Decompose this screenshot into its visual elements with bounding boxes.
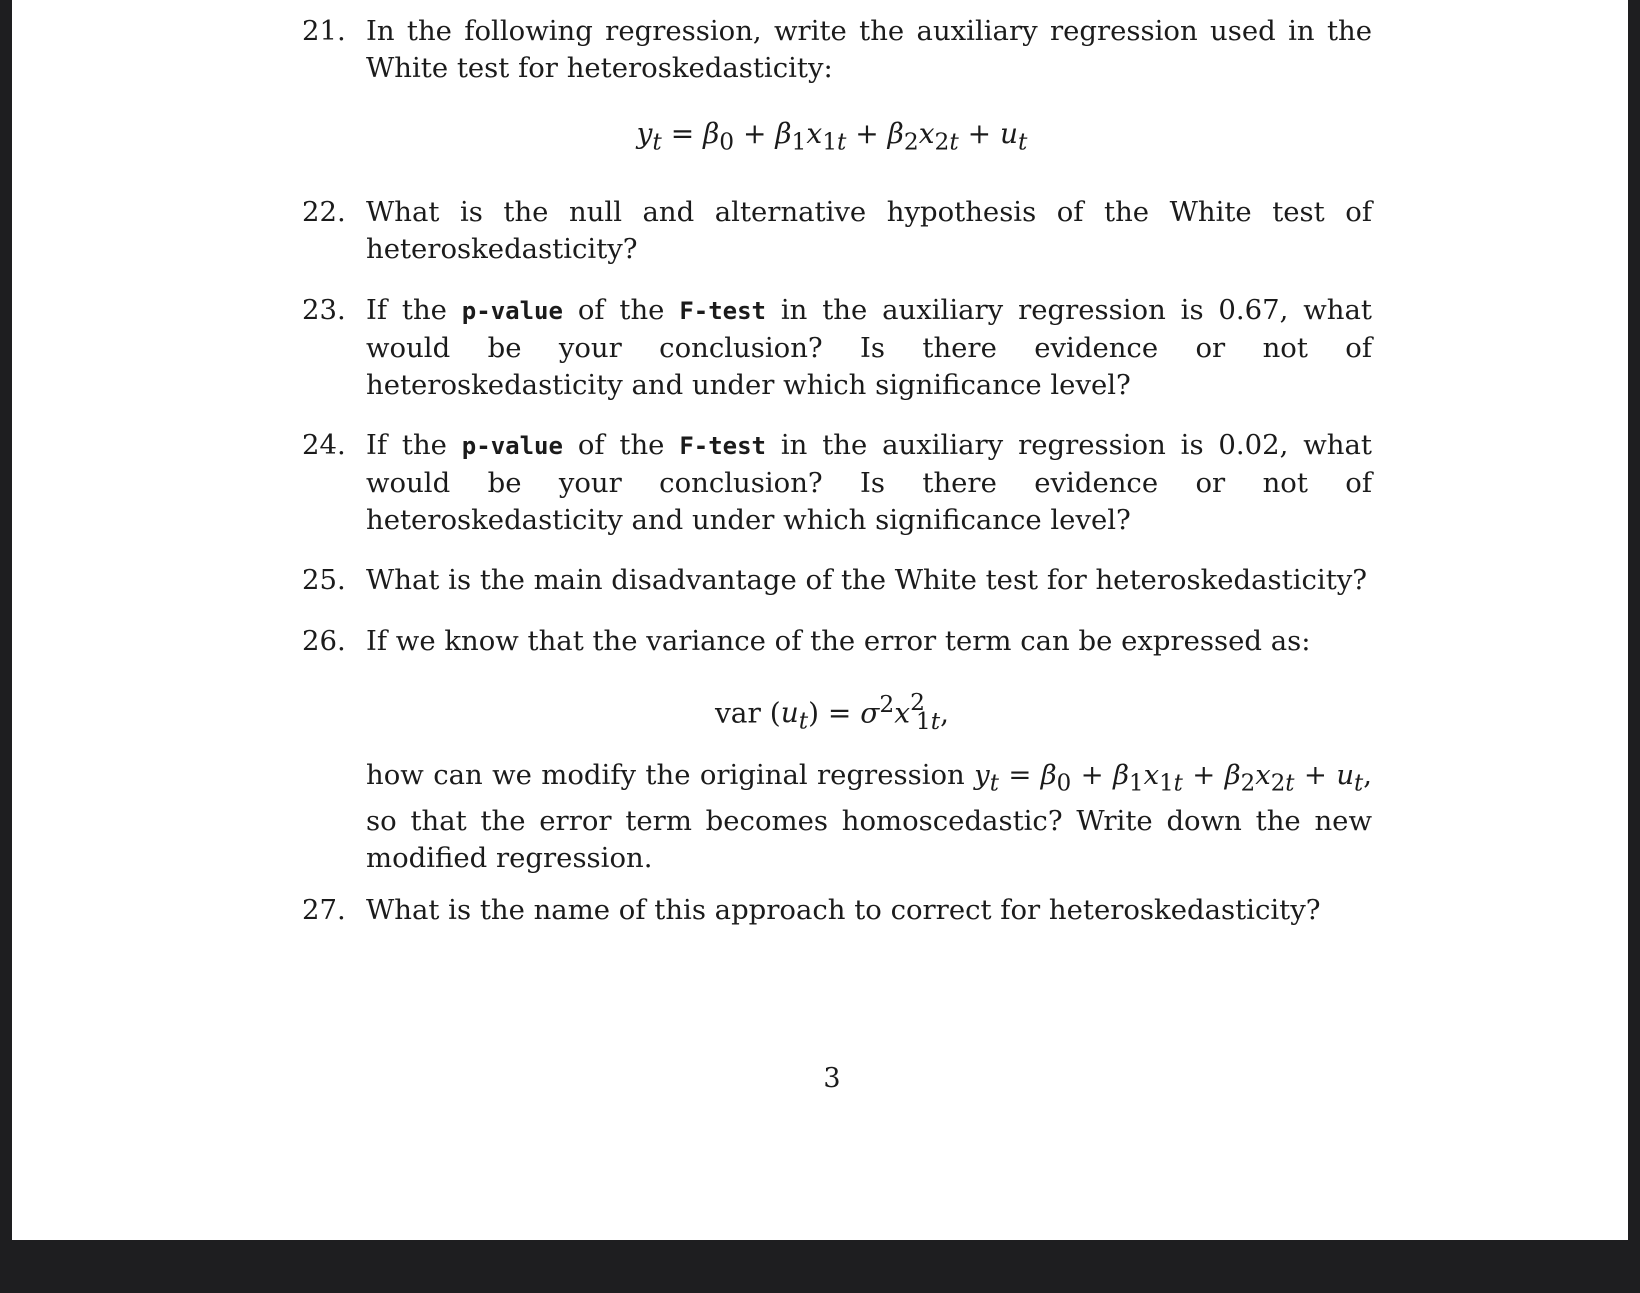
inline-regression-equation: $y_t = \beta_0 + \beta_1x_{1t} + \beta_2x_{2t} + u_t$, bbox=[974, 759, 1373, 797]
question-text bbox=[366, 292, 1372, 404]
question-22 bbox=[302, 194, 1372, 268]
text-segment: If the bbox=[366, 429, 447, 461]
code-f-test: F-test bbox=[679, 432, 767, 460]
page-number: 3 bbox=[823, 1063, 841, 1094]
question-number: 25. bbox=[302, 564, 346, 596]
question-number: 27. bbox=[302, 894, 346, 926]
text-segment: of the bbox=[577, 429, 665, 461]
question-21 bbox=[302, 13, 1372, 87]
text-segment: If the bbox=[366, 294, 447, 326]
question-number: 21. bbox=[302, 15, 346, 47]
question-text: In the following regression, write the auxiliary regression used in the White test for heteroskedasticity: bbox=[366, 15, 1372, 84]
question-26 bbox=[302, 623, 1372, 660]
question-number: 22. bbox=[302, 196, 346, 228]
question-27 bbox=[302, 892, 1372, 929]
question-25 bbox=[302, 562, 1372, 599]
text-segment: how can we modify the original regression bbox=[366, 759, 965, 791]
regression-equation: $y_t = \beta_0 + \beta_1x_{1t} + \beta_2x_{2t} + u_t$ bbox=[636, 117, 1028, 156]
variance-equation: var $(u_t) = \sigma^2x^2_{1t}$, bbox=[714, 688, 950, 735]
question-23 bbox=[302, 292, 1372, 404]
text-segment: so that the error term becomes homoscedastic? Write down the new modified regression. bbox=[366, 804, 1372, 874]
question-text bbox=[366, 757, 1372, 877]
question-text: What is the main disadvantage of the White test for heteroskedasticity? bbox=[366, 564, 1368, 596]
question-24 bbox=[302, 427, 1372, 539]
code-p-value: p-value bbox=[461, 432, 563, 460]
question-number: 26. bbox=[302, 625, 346, 657]
text-segment: in the auxiliary regression is 0.67, what would be your conclusion? Is there evidence or not of heteroskedasticity and under which significance level? bbox=[366, 294, 1372, 401]
question-number: 23. bbox=[302, 294, 346, 326]
text-segment: of the bbox=[577, 294, 665, 326]
code-p-value: p-value bbox=[461, 297, 563, 325]
question-number: 24. bbox=[302, 429, 346, 461]
code-f-test: F-test bbox=[679, 297, 767, 325]
document-page bbox=[12, 0, 1628, 1240]
question-26-continued bbox=[302, 757, 1372, 877]
question-text bbox=[366, 427, 1372, 539]
question-text: What is the name of this approach to correct for heteroskedasticity? bbox=[366, 894, 1321, 926]
question-text: What is the null and alternative hypothesis of the White test of heteroskedasticity? bbox=[366, 196, 1372, 265]
question-text: If we know that the variance of the error term can be expressed as: bbox=[366, 625, 1311, 657]
text-segment: in the auxiliary regression is 0.02, what would be your conclusion? Is there evidence or not of heteroskedasticity and under which significance level? bbox=[366, 429, 1372, 536]
